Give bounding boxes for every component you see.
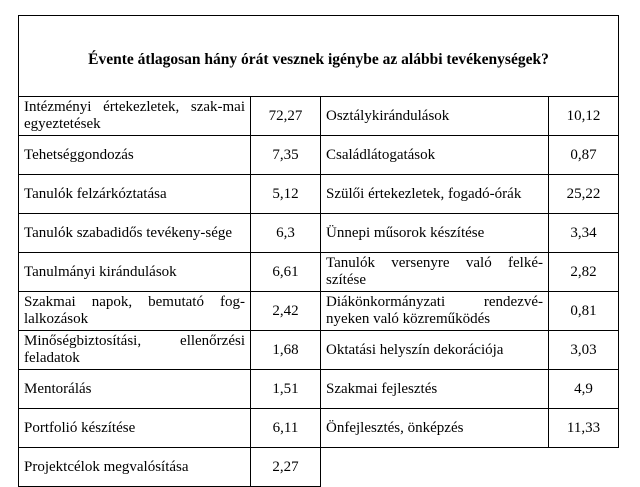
activity-label: Önfejlesztés, önképzés xyxy=(321,409,549,448)
activity-label: Portfolió készítése xyxy=(19,409,251,448)
activity-label: Tanulók szabadidős tevékeny-sége xyxy=(19,214,251,253)
empty-cell xyxy=(321,448,549,487)
activity-label: Szülői értekezletek, fogadó-órák xyxy=(321,175,549,214)
hours-value: 2,27 xyxy=(251,448,321,487)
hours-value: 25,22 xyxy=(549,175,619,214)
table-row xyxy=(19,175,619,214)
hours-value: 2,42 xyxy=(251,292,321,331)
empty-cell xyxy=(549,448,619,487)
activity-label: Mentorálás xyxy=(19,370,251,409)
table-row xyxy=(19,370,619,409)
activity-label: Tehetséggondozás xyxy=(19,136,251,175)
hours-value: 10,12 xyxy=(549,97,619,136)
table-row xyxy=(19,331,619,370)
hours-value: 6,3 xyxy=(251,214,321,253)
activity-label: Tanulók versenyre való felké-szítése xyxy=(321,253,549,292)
activity-label: Szakmai fejlesztés xyxy=(321,370,549,409)
hours-value: 1,51 xyxy=(251,370,321,409)
activity-label: Osztálykirándulások xyxy=(321,97,549,136)
hours-value: 4,9 xyxy=(549,370,619,409)
hours-value: 0,81 xyxy=(549,292,619,331)
hours-value: 6,11 xyxy=(251,409,321,448)
activity-hours-table xyxy=(18,15,619,487)
hours-value: 11,33 xyxy=(549,409,619,448)
hours-value: 2,82 xyxy=(549,253,619,292)
activity-label: Szakmai napok, bemutató fog-lalkozások xyxy=(19,292,251,331)
activity-label: Intézményi értekezletek, szak-mai egyeztetések xyxy=(19,97,251,136)
hours-value: 7,35 xyxy=(251,136,321,175)
activity-label: Tanulók felzárkóztatása xyxy=(19,175,251,214)
hours-value: 0,87 xyxy=(549,136,619,175)
table-title: Évente átlagosan hány órát vesznek igénybe az alábbi tevékenységek? xyxy=(19,16,619,97)
table-row xyxy=(19,214,619,253)
activity-label: Családlátogatások xyxy=(321,136,549,175)
activity-label: Projektcélok megvalósítása xyxy=(19,448,251,487)
hours-value: 1,68 xyxy=(251,331,321,370)
activity-label: Oktatási helyszín dekorációja xyxy=(321,331,549,370)
table-row xyxy=(19,97,619,136)
activity-label: Diákönkormányzati rendezvé-nyeken való közreműködés xyxy=(321,292,549,331)
activity-label: Minőségbiztosítási, ellenőrzési feladatok xyxy=(19,331,251,370)
activity-label: Tanulmányi kirándulások xyxy=(19,253,251,292)
table-row xyxy=(19,292,619,331)
hours-value: 6,61 xyxy=(251,253,321,292)
table-row xyxy=(19,136,619,175)
hours-value: 3,03 xyxy=(549,331,619,370)
table-row xyxy=(19,448,619,487)
table-row xyxy=(19,253,619,292)
hours-value: 3,34 xyxy=(549,214,619,253)
activity-label: Ünnepi műsorok készítése xyxy=(321,214,549,253)
table-row xyxy=(19,409,619,448)
hours-value: 5,12 xyxy=(251,175,321,214)
hours-value: 72,27 xyxy=(251,97,321,136)
